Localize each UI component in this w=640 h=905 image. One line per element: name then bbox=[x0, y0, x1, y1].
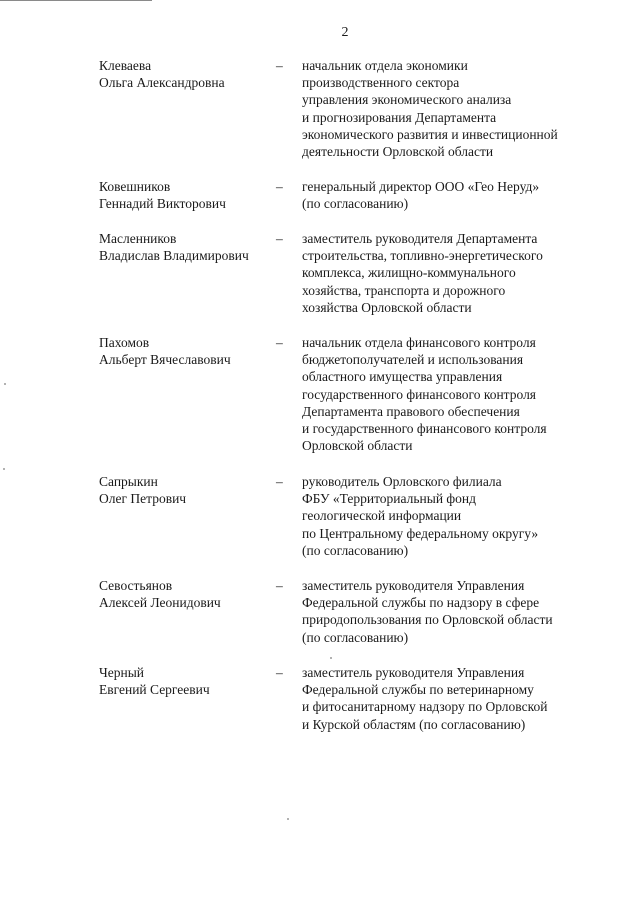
position-line: геологической информации bbox=[302, 508, 462, 524]
position-line: (по согласованию) bbox=[302, 542, 409, 558]
scan-edge-line bbox=[0, 0, 152, 1]
separator-dash: – bbox=[276, 578, 283, 593]
separator-dash: – bbox=[276, 58, 283, 73]
member-entry bbox=[99, 473, 599, 577]
position-line: начальник отдела финансового контроля bbox=[302, 335, 536, 350]
member-list bbox=[99, 57, 599, 733]
member-given-names: Евгений Сергеевич bbox=[99, 682, 210, 698]
position-line: производственного сектора bbox=[302, 75, 460, 91]
position-line: государственного финансового контроля bbox=[302, 386, 537, 402]
position-line: деятельности Орловской области bbox=[302, 144, 494, 160]
position-line: управления экономического анализа bbox=[302, 92, 512, 108]
position-line: строительства, топливно-энергетического bbox=[302, 248, 543, 264]
member-surname: Пахомов bbox=[99, 335, 150, 350]
scan-speck bbox=[4, 383, 6, 385]
scan-speck bbox=[3, 468, 5, 470]
position-line: хозяйства, транспорта и дорожного bbox=[302, 282, 506, 298]
position-line: Федеральной службы по надзору в сфере bbox=[302, 595, 540, 611]
member-name bbox=[99, 473, 276, 507]
member-position bbox=[302, 178, 599, 212]
position-line: по Центральному федеральному округу» bbox=[302, 525, 539, 541]
position-line: областного имущества управления bbox=[302, 369, 503, 385]
member-given-names: Геннадий Викторович bbox=[99, 196, 226, 212]
position-line: и государственного финансового контроля bbox=[302, 421, 547, 437]
position-line: и Курской областям (по согласованию) bbox=[302, 716, 526, 732]
position-line: (по согласованию) bbox=[302, 629, 409, 645]
position-line: ФБУ «Территориальный фонд bbox=[302, 491, 477, 507]
member-position bbox=[302, 664, 599, 733]
member-position bbox=[302, 577, 599, 646]
position-line: заместитель руководителя Департамента bbox=[302, 231, 538, 246]
member-surname: Севостьянов bbox=[99, 578, 173, 593]
position-line: экономического развития и инвестиционной bbox=[302, 126, 558, 142]
member-entry bbox=[99, 664, 599, 733]
member-surname: Клеваева bbox=[99, 58, 152, 73]
scan-speck bbox=[287, 818, 289, 820]
position-line: и прогнозирования Департамента bbox=[302, 109, 497, 125]
position-line: Орловской области bbox=[302, 438, 413, 454]
position-line: генеральный директор ООО «Гео Неруд» bbox=[302, 179, 540, 194]
member-name bbox=[99, 664, 276, 698]
member-given-names: Альберт Вячеславович bbox=[99, 352, 231, 368]
member-position bbox=[302, 334, 599, 454]
position-line: руководитель Орловского филиала bbox=[302, 474, 502, 489]
member-position bbox=[302, 473, 599, 559]
separator-dash: – bbox=[276, 335, 283, 350]
separator-dash: – bbox=[276, 231, 283, 246]
member-name bbox=[99, 230, 276, 264]
member-given-names: Алексей Леонидович bbox=[99, 595, 221, 611]
position-line: и фитосанитарному надзору по Орловской bbox=[302, 699, 548, 715]
member-given-names: Владислав Владимирович bbox=[99, 248, 249, 264]
separator-dash: – bbox=[276, 474, 283, 489]
member-entry bbox=[99, 178, 599, 230]
member-entry bbox=[99, 334, 599, 473]
page-number: 2 bbox=[341, 25, 349, 40]
member-name bbox=[99, 577, 276, 611]
separator-dash: – bbox=[276, 665, 283, 680]
member-name bbox=[99, 57, 276, 91]
member-surname: Ковешников bbox=[99, 179, 171, 194]
position-line: природопользования по Орловской области bbox=[302, 612, 553, 628]
member-given-names: Ольга Александровна bbox=[99, 75, 225, 91]
member-surname: Сапрыкин bbox=[99, 474, 158, 489]
member-surname: Черный bbox=[99, 665, 145, 680]
separator-dash: – bbox=[276, 179, 283, 194]
scan-speck bbox=[330, 657, 332, 659]
member-position bbox=[302, 57, 599, 160]
position-line: начальник отдела экономики bbox=[302, 58, 468, 73]
member-position bbox=[302, 230, 599, 316]
member-entry bbox=[99, 57, 599, 178]
position-line: (по согласованию) bbox=[302, 196, 409, 212]
position-line: комплекса, жилищно-коммунального bbox=[302, 265, 516, 281]
position-line: заместитель руководителя Управления bbox=[302, 665, 525, 680]
member-name bbox=[99, 334, 276, 368]
position-line: Федеральной службы по ветеринарному bbox=[302, 682, 534, 698]
member-name bbox=[99, 178, 276, 212]
position-line: заместитель руководителя Управления bbox=[302, 578, 525, 593]
member-surname: Масленников bbox=[99, 231, 177, 246]
member-given-names: Олег Петрович bbox=[99, 491, 187, 507]
position-line: Департамента правового обеспечения bbox=[302, 403, 520, 419]
member-entry bbox=[99, 230, 599, 334]
position-line: бюджетополучателей и использования bbox=[302, 352, 524, 368]
position-line: хозяйства Орловской области bbox=[302, 299, 472, 315]
member-entry bbox=[99, 577, 599, 664]
